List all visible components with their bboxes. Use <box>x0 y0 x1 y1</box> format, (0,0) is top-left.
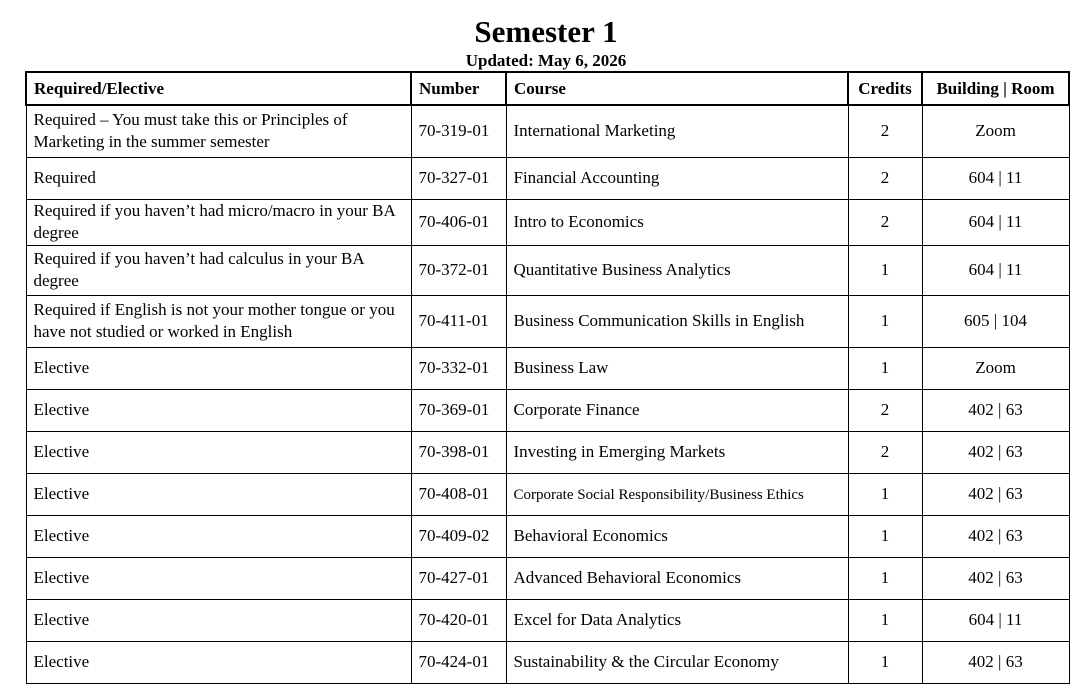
cell-course: Quantitative Business Analytics <box>506 245 848 295</box>
cell-building-room: Zoom <box>922 105 1069 157</box>
cell-course: Financial Accounting <box>506 157 848 199</box>
header-required-elective: Required/Elective <box>26 72 411 105</box>
cell-credits: 2 <box>848 199 922 245</box>
cell-number: 70-398-01 <box>411 431 506 473</box>
table-row <box>26 431 1069 473</box>
table-row <box>26 473 1069 515</box>
cell-required: Required <box>26 157 411 199</box>
cell-building-room: 604 | 11 <box>922 157 1069 199</box>
cell-number: 70-409-02 <box>411 515 506 557</box>
cell-required: Required if you haven’t had micro/macro in your BA degree <box>26 199 411 245</box>
page-title: Semester 1 <box>474 14 618 49</box>
cell-course: Business Communication Skills in English <box>506 295 848 347</box>
cell-course: Sustainability & the Circular Economy <box>506 641 848 683</box>
table-row <box>26 347 1069 389</box>
cell-credits: 1 <box>848 245 922 295</box>
cell-building-room: Zoom <box>922 347 1069 389</box>
cell-required: Elective <box>26 389 411 431</box>
table-row <box>26 389 1069 431</box>
cell-required: Elective <box>26 473 411 515</box>
table-row <box>26 199 1069 245</box>
header-credits: Credits <box>848 72 922 105</box>
cell-number: 70-369-01 <box>411 389 506 431</box>
cell-building-room: 402 | 63 <box>922 641 1069 683</box>
cell-credits: 1 <box>848 515 922 557</box>
cell-course: Advanced Behavioral Economics <box>506 557 848 599</box>
table-row <box>26 245 1069 295</box>
table-row <box>26 557 1069 599</box>
cell-number: 70-406-01 <box>411 199 506 245</box>
header-course: Course <box>506 72 848 105</box>
cell-course: Investing in Emerging Markets <box>506 431 848 473</box>
cell-required: Required if you haven’t had calculus in your BA degree <box>26 245 411 295</box>
table-row <box>26 157 1069 199</box>
header-number: Number <box>411 72 506 105</box>
table-row <box>26 105 1069 157</box>
table-row <box>26 599 1069 641</box>
cell-building-room: 402 | 63 <box>922 515 1069 557</box>
cell-credits: 2 <box>848 105 922 157</box>
cell-course: Corporate Finance <box>506 389 848 431</box>
cell-credits: 1 <box>848 347 922 389</box>
cell-credits: 1 <box>848 599 922 641</box>
table-row <box>26 515 1069 557</box>
cell-required: Elective <box>26 347 411 389</box>
table-row <box>26 295 1069 347</box>
header-building-room: Building | Room <box>922 72 1069 105</box>
cell-number: 70-420-01 <box>411 599 506 641</box>
cell-building-room: 605 | 104 <box>922 295 1069 347</box>
cell-number: 70-319-01 <box>411 105 506 157</box>
cell-course: International Marketing <box>506 105 848 157</box>
cell-number: 70-372-01 <box>411 245 506 295</box>
cell-building-room: 402 | 63 <box>922 389 1069 431</box>
cell-building-room: 402 | 63 <box>922 431 1069 473</box>
cell-number: 70-332-01 <box>411 347 506 389</box>
cell-number: 70-327-01 <box>411 157 506 199</box>
cell-course: Business Law <box>506 347 848 389</box>
cell-credits: 2 <box>848 431 922 473</box>
cell-building-room: 402 | 63 <box>922 473 1069 515</box>
cell-number: 70-408-01 <box>411 473 506 515</box>
cell-course: Excel for Data Analytics <box>506 599 848 641</box>
cell-course-text: Corporate Social Responsibility/Business Ethics <box>513 486 804 503</box>
cell-credits: 1 <box>848 473 922 515</box>
cell-credits: 1 <box>848 557 922 599</box>
cell-credits: 2 <box>848 389 922 431</box>
table-header-row <box>26 72 1069 105</box>
cell-required: Elective <box>26 515 411 557</box>
cell-required: Required if English is not your mother tongue or you have not studied or worked in English <box>26 295 411 347</box>
cell-course: Intro to Economics <box>506 199 848 245</box>
cell-number: 70-424-01 <box>411 641 506 683</box>
cell-credits: 1 <box>848 641 922 683</box>
cell-required: Elective <box>26 599 411 641</box>
cell-number: 70-411-01 <box>411 295 506 347</box>
cell-course: Behavioral Economics <box>506 515 848 557</box>
cell-number: 70-427-01 <box>411 557 506 599</box>
cell-required: Required – You must take this or Principles of Marketing in the summer semester <box>26 105 411 157</box>
cell-required: Elective <box>26 641 411 683</box>
cell-course <box>506 473 848 515</box>
cell-credits: 1 <box>848 295 922 347</box>
cell-building-room: 402 | 63 <box>922 557 1069 599</box>
cell-building-room: 604 | 11 <box>922 599 1069 641</box>
updated-date: Updated: May 6, 2026 <box>465 51 627 70</box>
cell-required: Elective <box>26 557 411 599</box>
cell-building-room: 604 | 11 <box>922 245 1069 295</box>
cell-building-room: 604 | 11 <box>922 199 1069 245</box>
course-table <box>25 71 1070 684</box>
table-row <box>26 641 1069 683</box>
cell-required: Elective <box>26 431 411 473</box>
cell-credits: 2 <box>848 157 922 199</box>
